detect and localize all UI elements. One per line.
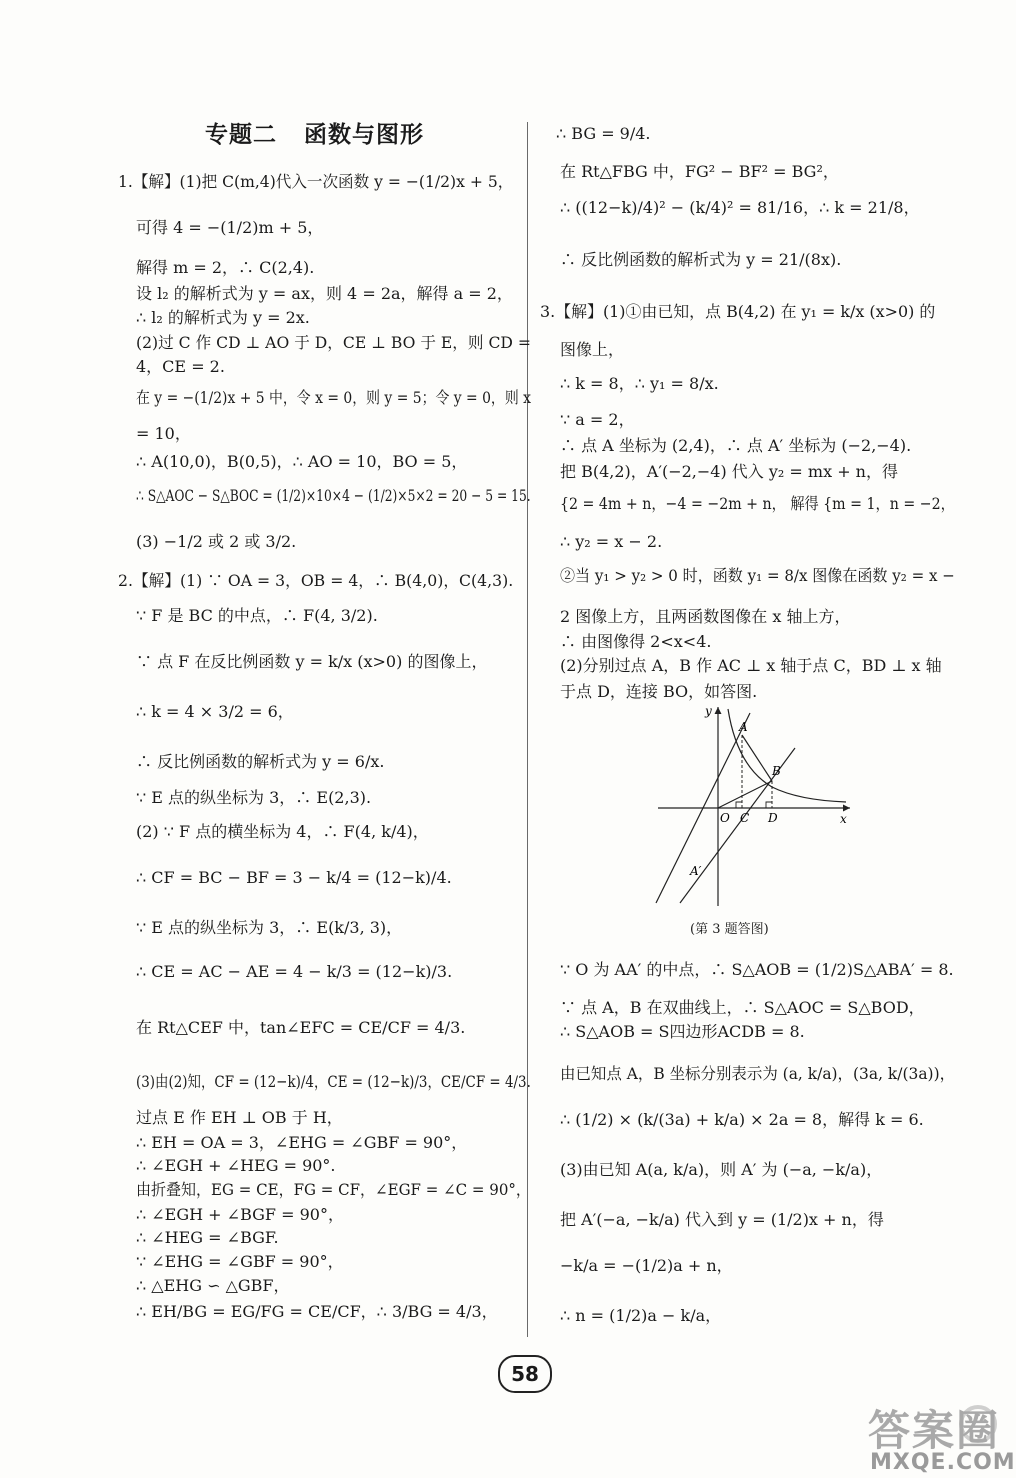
left-column-line: ∴ 反比例函数的解析式为 y = 6/x. — [136, 752, 385, 771]
label-x: x — [840, 812, 847, 826]
left-column-line: ∴ l₂ 的解析式为 y = 2x. — [136, 308, 310, 327]
page-number: 58 — [498, 1355, 552, 1393]
right-column-line: −k/a = −(1/2)a + n， — [560, 1256, 733, 1275]
right-column-line: 把 B(4,2)，A′(−2,−4) 代入 y₂ = mx + n，得 — [560, 462, 898, 481]
left-column-line: 可得 4 = −(1/2)m + 5， — [136, 218, 324, 237]
left-column-line: (3)由(2)知，CF = (12−k)/4，CE = (12−k)/3，CE/CF = 4/3. — [136, 1072, 531, 1091]
right-column-line: ∴ (1/2) × (k/(3a) + k/a) × 2a = 8，解得 k = 6. — [560, 1110, 924, 1129]
right-column-line: 由已知点 A，B 坐标分别表示为 (a, k/a)，(3a, k/(3a))， — [560, 1064, 956, 1083]
left-column-line: = 10， — [136, 424, 191, 443]
left-column-line: 4，CE = 2. — [136, 357, 225, 376]
label-D: D — [768, 811, 778, 825]
label-B: B — [772, 764, 781, 778]
segment-AB — [742, 735, 772, 781]
left-column-line: ∴ CF = BC − BF = 3 − k/4 = (12−k)/4. — [136, 868, 452, 887]
right-column-line: ∴ BG = 9/4. — [556, 124, 651, 143]
right-angle-D — [766, 802, 772, 808]
left-column-line: ∴ CE = AC − AE = 4 − k/3 = (12−k)/3. — [136, 962, 453, 981]
left-column-line: (2) ∵ F 点的横坐标为 4，∴ F(4, k/4)， — [136, 822, 429, 841]
page-title: 专题二 函数与图形 — [205, 121, 425, 148]
label-C: C — [740, 811, 750, 825]
right-column-line: ∴ k = 8，∴ y₁ = 8/x. — [560, 374, 719, 393]
left-column-line: 由折叠知，EG = CE，FG = CF，∠EGF = ∠C = 90°， — [136, 1180, 531, 1199]
left-column-line: (2)过 C 作 CD ⊥ AO 于 D，CE ⊥ BO 于 E，则 CD = — [136, 333, 531, 352]
right-column-line: {2 = 4m + n，−4 = −2m + n， 解得 {m = 1，n = −2， — [560, 494, 955, 513]
left-column-line: ∵ E 点的纵坐标为 3，∴ E(k/3, 3)， — [136, 918, 403, 937]
right-column-line: (3)由已知 A(a, k/a)，则 A′ 为 (−a, −k/a)， — [560, 1160, 883, 1179]
left-column-line: ∴ EH/BG = EG/FG = CE/CF，∴ 3/BG = 4/3， — [136, 1302, 498, 1321]
left-column-line: ∵ F 是 BC 的中点，∴ F(4, 3/2). — [136, 606, 378, 625]
left-column-line: ∴ ∠HEG = ∠BGF. — [136, 1228, 279, 1247]
right-column-line: ∴ 点 A 坐标为 (2,4)，∴ 点 A′ 坐标为 (−2,−4). — [560, 436, 912, 455]
label-O: O — [720, 811, 730, 825]
right-column-line: 把 A′(−a, −k/a) 代入到 y = (1/2)x + n，得 — [560, 1210, 884, 1229]
right-column-line: (2)分别过点 A，B 作 AC ⊥ x 轴于点 C，BD ⊥ x 轴 — [560, 656, 942, 675]
left-column-line: 设 l₂ 的解析式为 y = ax，则 4 = 2a，解得 a = 2， — [136, 284, 513, 303]
watermark-site: MXQE.COM — [870, 1450, 1016, 1475]
left-column-line: 过点 E 作 EH ⊥ OB 于 H， — [136, 1108, 343, 1127]
right-column-line: 图像上， — [560, 340, 625, 359]
left-column-line: ∴ EH = OA = 3，∠EHG = ∠GBF = 90°， — [136, 1133, 468, 1152]
column-divider — [527, 122, 528, 1337]
right-column-line: ∴ y₂ = x − 2. — [560, 532, 663, 551]
left-column-line: 在 y = −(1/2)x + 5 中，令 x = 0，则 y = 5；令 y = 0，则 x — [136, 388, 531, 407]
watermark-logo-text: 答案圈 — [868, 1406, 1001, 1455]
left-column-line: ∵ 点 F 在反比例函数 y = k/x (x>0) 的图像上， — [136, 652, 488, 671]
right-column-line: ∵ 点 A，B 在双曲线上，∴ S△AOC = S△BOD， — [560, 998, 925, 1017]
right-column-line: ②当 y₁ > y₂ > 0 时，函数 y₁ = 8/x 图像在函数 y₂ = x − — [560, 566, 955, 585]
left-column-line: ∴ ∠EGH + ∠HEG = 90°. — [136, 1156, 336, 1175]
left-column-line: 在 Rt△CEF 中，tan∠EFC = CE/CF = 4/3. — [136, 1018, 466, 1037]
right-column-line: 于点 D，连接 BO，如答图. — [560, 682, 758, 701]
left-column-line: (3) −1/2 或 2 或 3/2. — [136, 532, 297, 551]
left-column-line: ∴ A(10,0)，B(0,5)，∴ AO = 10，BO = 5， — [136, 452, 468, 471]
right-column-line: ∴ ((12−k)/4)² − (k/4)² = 81/16，∴ k = 21/8， — [560, 198, 920, 217]
left-column-line: ∴ S△AOC − S△BOC = (1/2)×10×4 − (1/2)×5×2 = 20 − 5 = 15. — [136, 486, 531, 505]
right-column-line: 在 Rt△FBG 中，FG² − BF² = BG²， — [560, 162, 839, 181]
left-column-line: ∴ △EHG ∽ △GBF， — [136, 1276, 290, 1295]
right-column-line: ∴ 由图像得 2<x<4. — [560, 632, 712, 651]
figure-caption: (第 3 题答图) — [690, 922, 769, 937]
right-column-line: 2 图像上方，且两函数图像在 x 轴上方， — [560, 607, 851, 626]
left-column-line: 2.【解】(1) ∵ OA = 3，OB = 4，∴ B(4,0)，C(4,3). — [118, 571, 514, 590]
y-axis-arrow — [715, 707, 722, 714]
right-column-line: ∵ O 为 AA′ 的中点，∴ S△AOB = (1/2)S△ABA′ = 8. — [560, 960, 954, 979]
left-column-line: 1.【解】(1)把 C(m,4)代入一次函数 y = −(1/2)x + 5， — [118, 172, 514, 191]
label-y: y — [705, 704, 712, 718]
answer-figure-3 — [650, 703, 860, 908]
right-column-line: ∴ n = (1/2)a − k/a， — [560, 1306, 722, 1325]
label-A-prime: A′ — [690, 864, 702, 878]
x-axis-arrow — [843, 805, 850, 812]
left-column-line: 解得 m = 2，∴ C(2,4). — [136, 258, 315, 277]
right-column-line: ∴ S△AOB = S四边形ACDB = 8. — [560, 1022, 805, 1041]
left-column-line: ∵ E 点的纵坐标为 3，∴ E(2,3). — [136, 788, 372, 807]
right-column-line: ∵ a = 2， — [560, 410, 635, 429]
right-column-line: ∴ 反比例函数的解析式为 y = 21/(8x). — [560, 250, 842, 269]
label-A: A — [739, 720, 748, 734]
left-column-line: ∵ ∠EHG = ∠GBF = 90°， — [136, 1252, 344, 1271]
right-column-line: 3.【解】(1)①由已知，点 B(4,2) 在 y₁ = k/x (x>0) 的 — [540, 302, 936, 321]
left-column-line: ∴ k = 4 × 3/2 = 6， — [136, 702, 294, 721]
left-column-line: ∴ ∠EGH + ∠BGF = 90°， — [136, 1205, 344, 1224]
right-angle-C — [736, 802, 742, 808]
segment-OB — [718, 781, 772, 808]
